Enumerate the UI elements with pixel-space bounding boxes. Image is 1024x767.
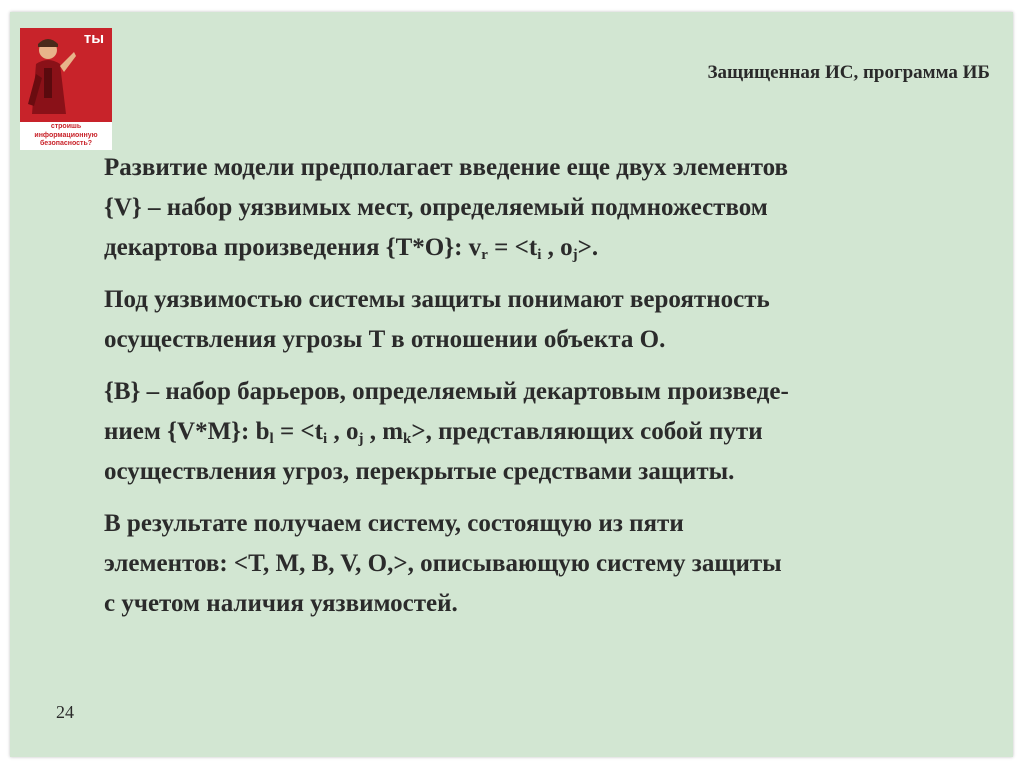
body-text: осуществления угроз, перекрытые средствами защиты. [104,458,735,485]
page-number: 24 [56,702,74,722]
subscript-text: k [403,431,412,447]
body-line [104,544,984,584]
body-text: осуществления угрозы T в отношении объекта O. [104,326,666,353]
body-text: Развитие модели предполагает введение еще двух элементов [104,154,789,181]
body-text: Под уязвимостью системы защиты понимают вероятность [104,286,770,313]
body-text: , o [541,234,573,261]
poster-caption [20,122,112,150]
body-line [104,280,984,320]
body-text: {B} – набор барьеров, определяемый декартовым произведе- [104,378,789,405]
poster-image [20,28,112,150]
body-text: >, представляющих собой пути [411,418,763,445]
body-paragraph [104,372,984,492]
body-text: = <t [487,234,538,261]
body-text: с учетом наличия уязвимостей. [104,590,458,617]
body-text: нием {V*M}: b [104,418,270,445]
slide-title: Защищенная ИС, программа ИБ [707,62,990,83]
body-text: = <t [273,418,324,445]
body-text: >. [577,234,599,261]
body-text: {V} – набор уязвимых мест, определяемый подмножеством [104,194,768,221]
subscript-text: l [269,431,274,447]
slide-body [104,148,984,636]
body-line [104,584,984,624]
subscript-text: i [537,247,542,263]
subscript-text: j [572,247,578,263]
soldier-figure-icon [24,34,76,114]
body-line [104,148,984,188]
body-line [104,372,984,412]
body-line [104,228,984,268]
body-paragraph [104,148,984,268]
subscript-text: i [323,431,328,447]
body-text: , o [327,418,359,445]
body-line [104,412,984,452]
body-text: В результате получаем систему, состоящую из пяти [104,510,684,537]
body-line [104,452,984,492]
body-paragraph [104,280,984,360]
poster-top-word: ты [83,30,105,47]
subscript-text: j [358,431,364,447]
body-line [104,320,984,360]
body-line [104,188,984,228]
body-paragraph [104,504,984,624]
body-text: , m [363,418,404,445]
body-line [104,504,984,544]
body-text: элементов: <T, M, B, V, O,>, описывающую систему защиты [104,550,782,577]
poster-caption-line: безопасность? [39,140,93,147]
subscript-text: r [481,247,488,263]
body-text: декартова произведения {T*O}: v [104,234,482,261]
poster-caption-line: строишь [50,123,82,130]
poster-caption-line: информационную [34,131,98,139]
